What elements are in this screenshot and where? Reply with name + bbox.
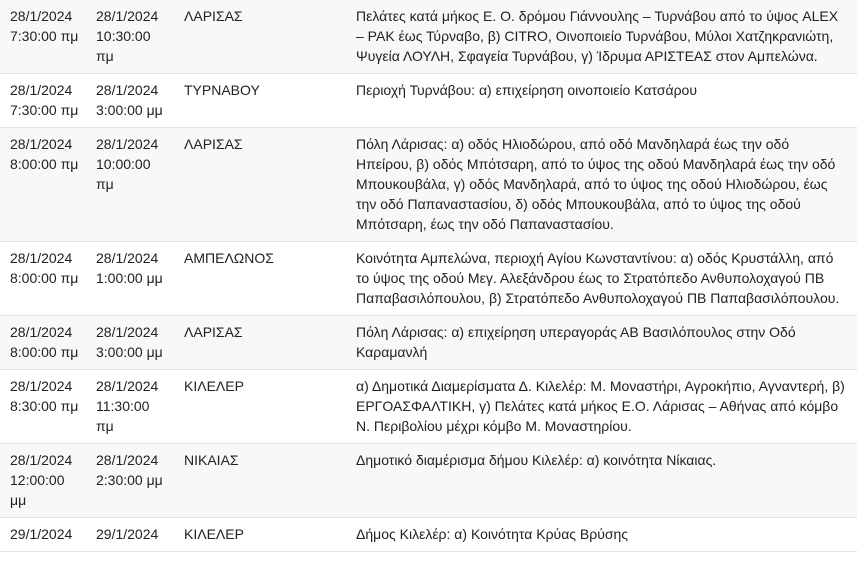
start-datetime-cell <box>0 0 87 74</box>
start-time: 8:00:00 πμ <box>10 156 79 172</box>
end-datetime-cell <box>87 370 175 444</box>
start-date: 28/1/2024 <box>10 250 73 266</box>
table-row <box>0 316 857 370</box>
area-cell: ΚΙΛΕΛΕΡ <box>175 518 346 552</box>
start-date: 28/1/2024 <box>10 452 73 468</box>
table-row <box>0 444 857 518</box>
end-date: 28/1/2024 <box>96 8 159 24</box>
area-cell: ΤΥΡΝΑΒΟΥ <box>175 74 346 128</box>
start-date: 28/1/2024 <box>10 82 73 98</box>
end-datetime-cell <box>87 74 175 128</box>
area-cell: ΛΑΡΙΣΑΣ <box>175 0 346 74</box>
end-date: 28/1/2024 <box>96 250 159 266</box>
description-cell: Δήμος Κιλελέρ: α) Κοινότητα Κρύας Βρύσης <box>346 518 857 552</box>
description-cell: Περιοχή Τυρνάβου: α) επιχείρηση οινοποιείο Κατσάρου <box>346 74 857 128</box>
start-datetime-cell <box>0 518 87 552</box>
end-time: 3:00:00 μμ <box>96 344 163 360</box>
table-row <box>0 0 857 74</box>
end-date: 29/1/2024 <box>96 526 159 542</box>
description-cell: α) Δημοτικά Διαμερίσματα Δ. Κιλελέρ: Μ. Μοναστήρι, Αγροκήπιο, Αγναντερή, β) ΕΡΓΟΑΣΦΑΛΤΙΚΗ, γ) Πελάτες κατά μήκος Ε.Ο. Λάρισας – Αθήνας από κόμβο Ν. Περιβολίου μέχρι κόμβο Μ. Μοναστηρίου. <box>346 370 857 444</box>
end-time: 1:00:00 μμ <box>96 270 163 286</box>
end-date: 28/1/2024 <box>96 136 159 152</box>
description-cell: Πόλη Λάρισας: α) οδός Ηλιοδώρου, από οδό Μανδηλαρά έως την οδό Ηπείρου, β) οδός Μπότσαρη, από το ύψος της οδού Μανδηλαρά έως την οδό Μπουκουβάλα, γ) οδός Μανδηλαρά, από το ύψος της οδού Ηλιοδώρου, έως την οδό Παπαναστασίου, δ) οδός Μπουκουβάλα, από το ύψος της οδού Μπότσαρη, έως την οδό Παπαναστασίου. <box>346 128 857 242</box>
start-date: 28/1/2024 <box>10 8 73 24</box>
table-row <box>0 370 857 444</box>
area-cell: ΝΙΚΑΙΑΣ <box>175 444 346 518</box>
end-datetime-cell <box>87 242 175 316</box>
start-time: 8:00:00 πμ <box>10 270 79 286</box>
end-date: 28/1/2024 <box>96 324 159 340</box>
end-time: 2:30:00 μμ <box>96 472 163 488</box>
area-cell: ΛΑΡΙΣΑΣ <box>175 128 346 242</box>
area-cell: ΚΙΛΕΛΕΡ <box>175 370 346 444</box>
description-cell: Πόλη Λάρισας: α) επιχείρηση υπεραγοράς ΑΒ Βασιλόπουλος στην Οδό Καραμανλή <box>346 316 857 370</box>
end-date: 28/1/2024 <box>96 452 159 468</box>
start-date: 28/1/2024 <box>10 378 73 394</box>
start-datetime-cell <box>0 444 87 518</box>
start-time: 12:00:00 μμ <box>10 472 65 508</box>
end-time: 10:30:00 πμ <box>96 28 151 64</box>
end-date: 28/1/2024 <box>96 378 159 394</box>
end-time: 11:30:00 πμ <box>96 398 150 434</box>
start-time: 7:30:00 πμ <box>10 28 79 44</box>
table-row <box>0 518 857 552</box>
area-cell: ΑΜΠΕΛΩΝΟΣ <box>175 242 346 316</box>
start-time: 7:30:00 πμ <box>10 102 79 118</box>
start-datetime-cell <box>0 370 87 444</box>
start-time: 8:30:00 πμ <box>10 398 79 414</box>
end-datetime-cell <box>87 444 175 518</box>
end-datetime-cell <box>87 518 175 552</box>
end-time: 10:00:00 πμ <box>96 156 151 192</box>
end-datetime-cell <box>87 0 175 74</box>
table-row <box>0 242 857 316</box>
end-time: 3:00:00 μμ <box>96 102 163 118</box>
description-cell: Δημοτικό διαμέρισμα δήμου Κιλελέρ: α) κοινότητα Νίκαιας. <box>346 444 857 518</box>
start-date: 28/1/2024 <box>10 324 73 340</box>
start-datetime-cell <box>0 128 87 242</box>
start-time: 8:00:00 πμ <box>10 344 79 360</box>
table-row <box>0 74 857 128</box>
table-row <box>0 128 857 242</box>
end-datetime-cell <box>87 128 175 242</box>
end-datetime-cell <box>87 316 175 370</box>
start-datetime-cell <box>0 74 87 128</box>
end-date: 28/1/2024 <box>96 82 159 98</box>
start-date: 28/1/2024 <box>10 136 73 152</box>
start-datetime-cell <box>0 242 87 316</box>
start-date: 29/1/2024 <box>10 526 73 542</box>
description-cell: Πελάτες κατά μήκος Ε. Ο. δρόμου Γιάννουλης – Τυρνάβου από το ύψος ALEX – PAK έως Τύρναβο, β) CITRO, Οινοποιείο Τυρνάβου, Μύλοι Χατζηκρανιώτη, Ψυγεία ΛΟΥΛΗ, Σφαγεία Τυρνάβου, γ) Ίδρυμα ΑΡΙΣΤΕΑΣ στον Αμπελώνα. <box>346 0 857 74</box>
area-cell: ΛΑΡΙΣΑΣ <box>175 316 346 370</box>
start-datetime-cell <box>0 316 87 370</box>
description-cell: Κοινότητα Αμπελώνα, περιοχή Αγίου Κωνσταντίνου: α) οδός Κρυστάλλη, από το ύψος της οδού Μεγ. Αλεξάνδρου έως το Στρατόπεδο Ανθυπολοχαγού ΠΒ Παπαβασιλόπουλου, β) Στρατόπεδο Ανθυπολοχαγού ΠΒ Παπαβασιλόπουλου. <box>346 242 857 316</box>
